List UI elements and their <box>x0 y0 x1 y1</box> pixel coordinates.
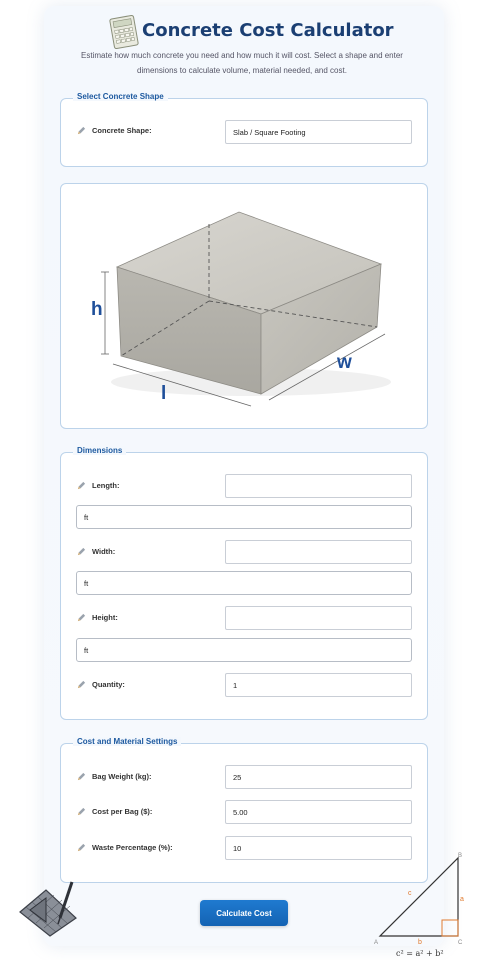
pencil-icon <box>77 613 86 622</box>
waste-input[interactable]: 10 <box>225 836 412 860</box>
triangle-vertex-b: B <box>458 853 463 859</box>
header <box>0 12 482 52</box>
shape-select[interactable]: Slab / Square Footing <box>225 120 412 144</box>
triangle-side-b: b <box>418 939 422 946</box>
shape-section-legend: Select Concrete Shape <box>73 92 168 101</box>
pencil-icon <box>77 126 86 135</box>
width-label: Width: <box>92 547 116 556</box>
calculate-cost-button[interactable]: Calculate Cost <box>200 900 288 926</box>
cost-settings-legend: Cost and Material Settings <box>73 737 181 746</box>
length-label: Length: <box>92 481 120 490</box>
quantity-label: Quantity: <box>92 680 125 689</box>
calculator-icon <box>107 14 141 50</box>
quantity-label-row <box>77 680 125 689</box>
width-unit-select[interactable]: ft <box>76 571 412 595</box>
concrete-slab-diagram <box>61 184 427 428</box>
page-subtitle: Estimate how much concrete you need and how much it will cost. Select a shape and enter dimensions to calculate volume, material needed, and cost. <box>81 51 403 75</box>
bag-weight-label: Bag Weight (kg): <box>92 772 152 781</box>
width-label-row <box>77 547 115 556</box>
pencil-icon <box>77 481 86 490</box>
width-input[interactable] <box>225 540 412 564</box>
triangle-side-a: a <box>460 896 464 903</box>
pencil-icon <box>77 772 86 781</box>
length-label-row <box>77 481 120 490</box>
triangle-side-c: c <box>408 890 412 897</box>
length-unit-select[interactable]: ft <box>76 505 412 529</box>
shape-label-row <box>77 126 152 135</box>
pythagoras-formula: c² = a² + b² <box>396 949 444 958</box>
shape-section <box>60 92 428 167</box>
height-unit-select[interactable]: ft <box>76 638 412 662</box>
pencil-icon <box>77 843 86 852</box>
length-dim-label: l <box>161 383 167 404</box>
page-title: Concrete Cost Calculator <box>142 20 394 41</box>
quantity-input[interactable]: 1 <box>225 673 412 697</box>
height-label: Height: <box>92 613 118 622</box>
pencil-icon <box>77 807 86 816</box>
triangle-vertex-a: A <box>374 940 379 946</box>
dimensions-legend: Dimensions <box>73 446 126 455</box>
waste-label: Waste Percentage (%): <box>92 843 173 852</box>
cost-per-bag-input[interactable]: 5.00 <box>225 800 412 824</box>
drafting-tools-icon <box>16 878 80 940</box>
pencil-icon <box>77 680 86 689</box>
shape-label: Concrete Shape: <box>92 126 152 135</box>
bag-weight-label-row <box>77 772 151 781</box>
triangle-vertex-c: C <box>458 940 463 946</box>
height-input[interactable] <box>225 606 412 630</box>
height-dim-label: h <box>91 299 103 320</box>
width-dim-label: w <box>337 352 352 373</box>
height-label-row <box>77 613 118 622</box>
cost-per-bag-label: Cost per Bag ($): <box>92 807 153 816</box>
length-input[interactable] <box>225 474 412 498</box>
shape-diagram-panel <box>60 183 428 429</box>
pythagoras-triangle-icon <box>372 848 472 960</box>
pencil-icon <box>77 547 86 556</box>
cost-per-bag-label-row <box>77 807 152 816</box>
waste-label-row <box>77 843 173 852</box>
bag-weight-input[interactable]: 25 <box>225 765 412 789</box>
dimensions-section <box>60 446 428 720</box>
